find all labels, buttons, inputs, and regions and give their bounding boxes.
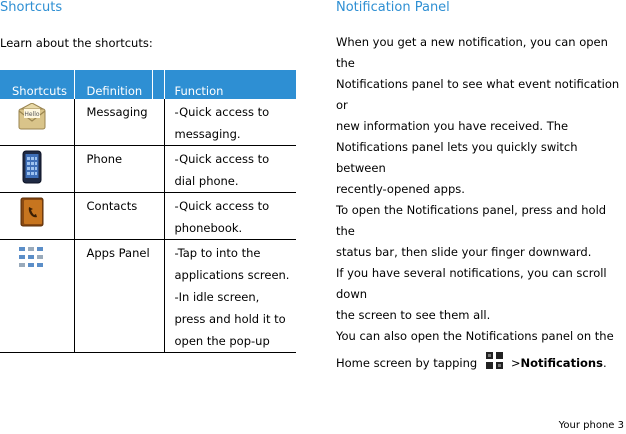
function-cell (164, 99, 296, 146)
body-text: Home screen by tapping (336, 356, 478, 370)
function-cell (164, 193, 296, 240)
function-line: press and hold it to (174, 312, 286, 326)
definition-cell: Apps Panel (74, 240, 164, 353)
function-line: -In idle screen, (174, 290, 260, 304)
notification-panel-body (336, 32, 626, 378)
function-line: messaging. (174, 127, 241, 141)
shortcut-icon-cell (0, 240, 74, 353)
body-line: Notifications panel to see what event notification or (336, 77, 620, 112)
function-line: phonebook. (174, 221, 243, 235)
shortcut-icon-cell (0, 193, 74, 240)
section-title-shortcuts: Shortcuts (0, 0, 63, 15)
function-line: open the pop-up (174, 334, 270, 348)
messaging-icon (18, 103, 46, 131)
function-line: -Quick access to (174, 199, 270, 213)
table-row (0, 193, 296, 240)
function-line: applications screen. (174, 268, 290, 282)
shortcut-icon-cell (0, 146, 74, 193)
page-footer: Your phone 3 (558, 420, 624, 431)
header-shortcuts: Shortcuts (0, 70, 74, 99)
notifications-label: Notifications (520, 356, 603, 370)
menu-grid-icon (485, 351, 505, 378)
table-header-row (0, 70, 296, 99)
function-cell (164, 240, 296, 353)
definition-cell: Contacts (74, 193, 164, 240)
function-line: dial phone. (174, 174, 239, 188)
header-function: Function (164, 70, 296, 99)
definition-cell: Phone (74, 146, 164, 193)
header-gap (152, 70, 164, 99)
function-cell (164, 146, 296, 193)
function-line: -Tap to into the (174, 246, 261, 260)
body-line: To open the Notifications panel, press and hold the (336, 203, 607, 238)
period-text: . (602, 356, 607, 370)
contacts-icon (18, 197, 46, 227)
section-title-notification-panel: Notification Panel (336, 0, 450, 15)
intro-text: Learn about the shortcuts: (0, 36, 153, 50)
body-line: new information you have received. The (336, 119, 569, 133)
function-line: -Quick access to (174, 105, 270, 119)
shortcuts-table (0, 70, 296, 353)
body-line: the screen to see them all. (336, 308, 491, 322)
body-line: When you get a new notification, you can open the (336, 35, 608, 70)
arrow-text: > (510, 356, 521, 370)
table-row (0, 99, 296, 146)
body-line: status bar, then slide your finger downward. (336, 245, 592, 259)
shortcut-icon-cell (0, 99, 74, 146)
table-row (0, 146, 296, 193)
svg-text:Hello: Hello (24, 111, 40, 118)
body-line: If you have several notifications, you can scroll down (336, 266, 607, 301)
definition-cell: Messaging (74, 99, 164, 146)
table-row (0, 240, 296, 353)
body-line: recently-opened apps. (336, 182, 465, 196)
body-line: You can also open the Notifications panel on the (336, 329, 614, 343)
apps-panel-icon (18, 244, 46, 270)
function-line: -Quick access to (174, 152, 270, 166)
header-definition: Definition (74, 70, 152, 99)
body-line-last (336, 351, 626, 378)
phone-icon (18, 150, 46, 184)
body-line: Notifications panel lets you quickly switch between (336, 140, 578, 175)
